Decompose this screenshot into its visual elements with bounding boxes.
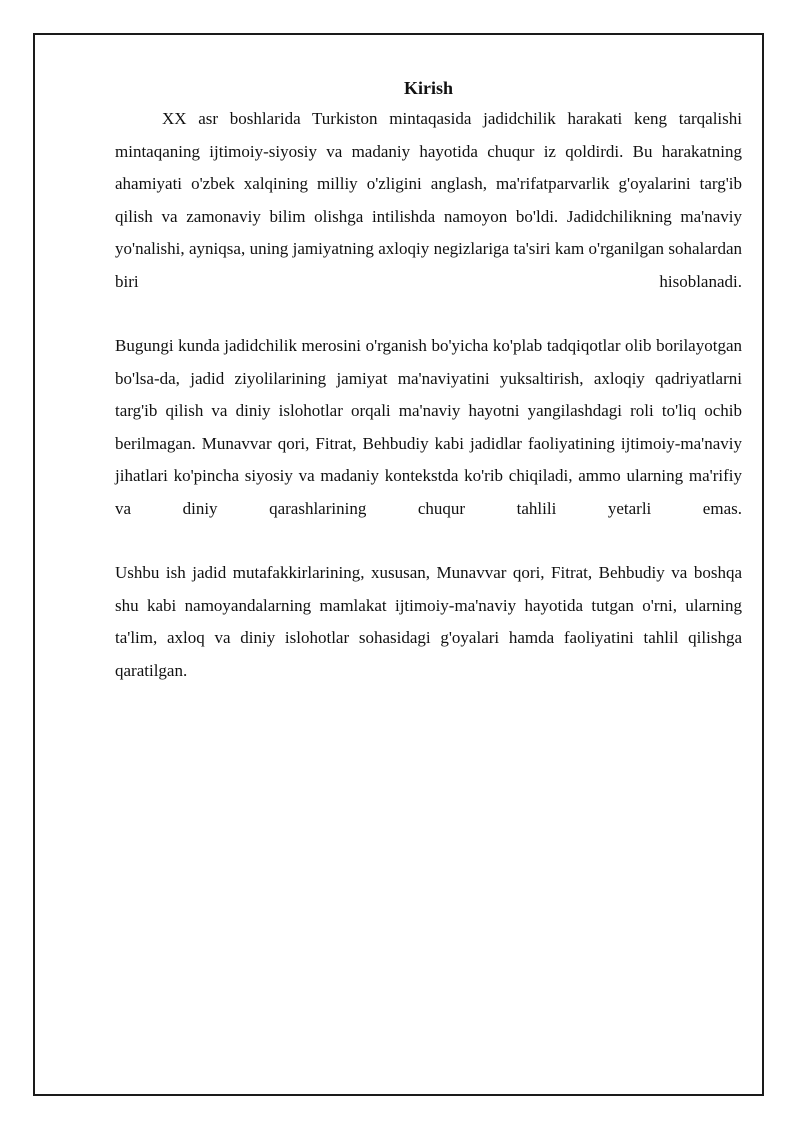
paragraph-intro: XX asr boshlarida Turkiston mintaqasida jadidchilik harakati keng tarqalishi mintaqaning ijtimoiy-siyosiy va madaniy hayotida chuqur iz qoldirdi. Bu harakatning ahamiyati o'zbek xalqining milliy o'zligini anglash, ma'rifatparvarlik g'oyalarini targ'ib qilish va zamonaviy bilim olishga intilishda namoyon bo'ldi. Jadidchilikning ma'naviy yo'nalishi, ayniqsa, uning jamiyatning axloqiy negizlariga ta'siri kam o'rganilgan sohalardan biri hisoblanadi. [115,109,742,291]
document-body [115,73,742,687]
paragraph-purpose: Ushbu ish jadid mutafakkirlarining, xususan, Munavvar qori, Fitrat, Behbudiy va boshqa shu kabi namoyandalarning mamlakat ijtimoiy-ma'naviy hayotida tutgan o'rni, ularning ta'lim, axloq va diniy islohotlar sohasidagi g'oyalari hamda faoliyatini tahlil qilishga qaratilgan. [115,563,742,680]
paragraph-gap [115,298,742,330]
paragraph-research-state: Bugungi kunda jadidchilik merosini o'rganish bo'yicha ko'plab tadqiqotlar olib borilayotgan bo'lsa-da, jadid ziyolilarining jamiyat ma'naviyatini yuksaltirish, axloqiy qadriyatlarni targ'ib qilish va diniy islohotlar orqali ma'naviy hayotni yangilashdagi roli to'liq ochib berilmagan. Munavvar qori, Fitrat, Behbudiy kabi jadidlar faoliyatining ijtimoiy-ma'naviy jihatlari ko'pincha siyosiy va madaniy kontekstda ko'rib chiqiladi, ammo ularning ma'rifiy va diniy qarashlarining chuqur tahlili yetarli emas. [115,336,742,518]
paragraph-gap [115,525,742,557]
document-title: Kirish [403,78,453,98]
